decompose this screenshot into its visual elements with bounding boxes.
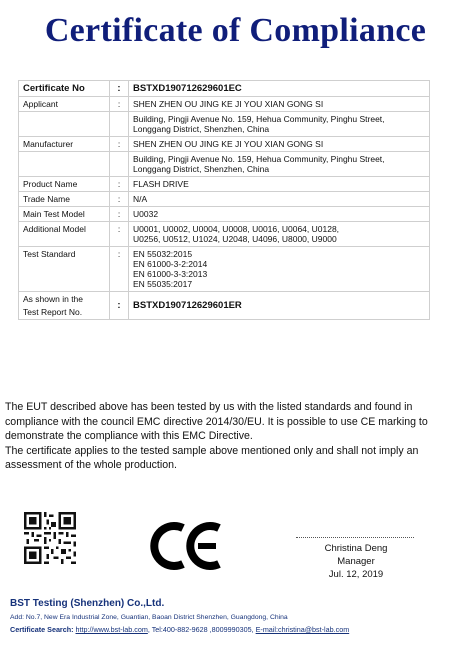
- row-applicant-address: [19, 112, 430, 137]
- separator: :: [110, 292, 129, 320]
- row-trade-name: [19, 192, 430, 207]
- footer: [10, 598, 465, 634]
- row-test-report: [19, 292, 430, 320]
- additional-model-line2: U0256, U0512, U1024, U2048, U4096, U8000, U9000: [133, 234, 337, 244]
- row-manufacturer-address: [19, 152, 430, 177]
- separator: :: [110, 177, 129, 192]
- row-additional-model: [19, 222, 430, 247]
- certificate-details-table: [18, 80, 430, 320]
- row-main-test-model: [19, 207, 430, 222]
- compliance-paragraph: The EUT described above has been tested by us with the listed standards and found in compliance with the council EMC directive 2014/30/EU. It is possible to use CE marking to demonstrate the compliance with this EMC Directive.: [5, 401, 428, 442]
- test-report-value: BSTXD190712629601ER: [129, 292, 430, 320]
- additional-model-line1: U0001, U0002, U0004, U0008, U0016, U0064, U0128,: [133, 224, 340, 234]
- separator: :: [110, 207, 129, 222]
- row-test-standard: [19, 247, 430, 292]
- company-name: BST Testing (Shenzhen) Co.,Ltd.: [10, 598, 165, 609]
- applicant-address-line1: Building, Pingji Avenue No. 159, Hehua Community, Pinghu Street,: [133, 114, 385, 124]
- additional-model-value: [129, 222, 430, 247]
- test-standard-item: EN 61000-3-3:2013: [133, 269, 208, 279]
- qr-code-icon: [24, 512, 76, 564]
- separator: :: [110, 97, 129, 112]
- manufacturer-name: SHEN ZHEN OU JING KE JI YOU XIAN GONG SI: [129, 137, 430, 152]
- applicant-address-line2: Longgang District, Shenzhen, China: [133, 124, 270, 134]
- test-standard-item: EN 55035:2017: [133, 279, 193, 289]
- signatory-name: Christina Deng: [324, 543, 388, 554]
- telephone: Tel:400-882-9628 ,8009990305: [151, 625, 252, 634]
- test-standard-item: EN 55032:2015: [133, 249, 193, 259]
- separator: :: [110, 81, 129, 97]
- website-link[interactable]: http://www.bst-lab.com: [75, 625, 148, 634]
- manufacturer-address-line1: Building, Pingji Avenue No. 159, Hehua Community, Pinghu Street,: [133, 154, 385, 164]
- email-link[interactable]: E-mail:christina@bst-lab.com: [255, 625, 350, 634]
- applicant-name: SHEN ZHEN OU JING KE JI YOU XIAN GONG SI: [129, 97, 430, 112]
- certificate-title: Certificate of Compliance: [44, 12, 427, 49]
- separator: :: [110, 192, 129, 207]
- ce-mark-icon: [150, 520, 225, 572]
- main-test-model-label: Main Test Model: [19, 207, 110, 222]
- certificate-no-value: BSTXD190712629601EC: [129, 81, 430, 97]
- company-address: Add: No.7, New Era Industrial Zone, Guantian, Baoan District Shenzhen, Guangdong, China: [10, 614, 288, 621]
- test-report-label-line1: As shown in the: [23, 294, 84, 304]
- manufacturer-label: Manufacturer: [19, 137, 110, 152]
- separator: :: [110, 222, 129, 247]
- signature-date: Jul. 12, 2019: [328, 569, 384, 580]
- main-test-model-value: U0032: [129, 207, 430, 222]
- row-product-name: [19, 177, 430, 192]
- signatory-role: Manager: [337, 556, 375, 567]
- certificate-search: Certificate Search: http://www.bst-lab.com, Tel:400-882-9628 ,8009990305, E-mail:christina@bst-lab.com: [10, 625, 350, 634]
- test-standard-item: EN 61000-3-2:2014: [133, 259, 208, 269]
- product-name-value: FLASH DRIVE: [129, 177, 430, 192]
- separator: :: [110, 137, 129, 152]
- certificate-no-label: Certificate No: [19, 81, 110, 97]
- product-name-label: Product Name: [19, 177, 110, 192]
- test-standard-list: [129, 247, 430, 292]
- additional-model-label: Additional Model: [19, 222, 110, 247]
- scope-paragraph: The certificate applies to the tested sample above mentioned only and shall not imply an assessment of the whole production.: [5, 444, 419, 471]
- manufacturer-address-line2: Longgang District, Shenzhen, China: [133, 164, 270, 174]
- row-manufacturer: [19, 137, 430, 152]
- separator: :: [110, 247, 129, 292]
- trade-name-value: N/A: [129, 192, 430, 207]
- row-applicant: [19, 97, 430, 112]
- test-report-label-line2: Test Report No.: [23, 307, 83, 317]
- applicant-label: Applicant: [19, 97, 110, 112]
- test-standard-label: Test Standard: [19, 247, 110, 292]
- certificate-search-label: Certificate Search:: [10, 625, 74, 634]
- manufacturer-address: [129, 152, 430, 177]
- signature-block: [296, 537, 416, 581]
- signature-line: [296, 537, 414, 538]
- test-report-label: [19, 292, 110, 320]
- compliance-statement: [5, 400, 460, 473]
- row-certificate-no: [19, 81, 430, 97]
- trade-name-label: Trade Name: [19, 192, 110, 207]
- applicant-address: [129, 112, 430, 137]
